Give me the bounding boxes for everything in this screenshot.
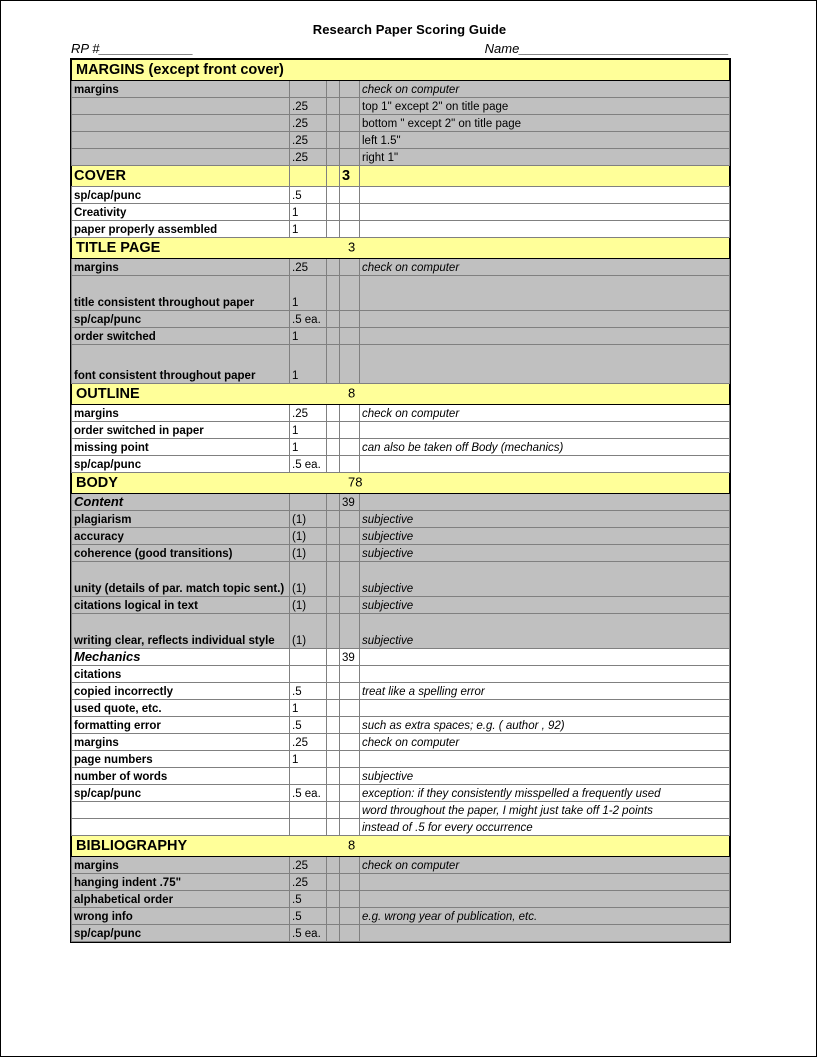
criterion-check[interactable] xyxy=(327,666,340,683)
criterion-label xyxy=(72,819,290,836)
criterion-note xyxy=(360,422,730,439)
criterion-label: alphabetical order xyxy=(72,891,290,908)
criterion-label: accuracy xyxy=(72,528,290,545)
criterion-check[interactable] xyxy=(327,683,340,700)
student-name-label: Name xyxy=(484,41,520,56)
criterion-total[interactable] xyxy=(340,666,360,683)
criterion-label xyxy=(72,132,290,149)
section-header-row xyxy=(72,60,730,81)
section-points-cover: 3 xyxy=(340,166,360,187)
criterion-note xyxy=(360,874,730,891)
criterion-note xyxy=(360,276,730,311)
criterion-check[interactable] xyxy=(327,456,340,473)
criterion-label: margins xyxy=(72,81,290,98)
criterion-total[interactable] xyxy=(340,700,360,717)
criterion-check[interactable] xyxy=(327,439,340,456)
criterion-note: can also be taken off Body (mechanics) xyxy=(360,439,730,456)
section-header-title-page xyxy=(72,238,730,259)
rp-number-label: RP # xyxy=(71,41,100,56)
criterion-total[interactable] xyxy=(340,717,360,734)
table-row xyxy=(72,925,730,942)
section-points: 8 xyxy=(348,837,356,853)
criterion-note: check on computer xyxy=(360,81,730,98)
criterion-points[interactable]: .25 xyxy=(290,115,327,132)
criterion-points[interactable]: .5 xyxy=(290,187,327,204)
criterion-note xyxy=(360,494,730,511)
criterion-note: treat like a spelling error xyxy=(360,683,730,700)
criterion-points[interactable]: 1 xyxy=(290,345,327,384)
criterion-total[interactable] xyxy=(340,802,360,819)
rp-number-field[interactable] xyxy=(71,41,193,56)
criterion-points[interactable]: .25 xyxy=(290,874,327,891)
table-row xyxy=(72,81,730,98)
criterion-note: subjective xyxy=(360,614,730,649)
table-row xyxy=(72,439,730,456)
criterion-note: instead of .5 for every occurrence xyxy=(360,819,730,836)
scoring-table xyxy=(71,59,730,942)
criterion-label: wrong info xyxy=(72,908,290,925)
section-header-row xyxy=(72,238,730,259)
criterion-check[interactable] xyxy=(327,221,340,238)
table-row xyxy=(72,276,730,311)
criterion-label: sp/cap/punc xyxy=(72,456,290,473)
criterion-check[interactable] xyxy=(327,422,340,439)
criterion-total[interactable] xyxy=(340,204,360,221)
criterion-note xyxy=(360,925,730,942)
criterion-total[interactable] xyxy=(340,819,360,836)
criterion-check[interactable] xyxy=(327,734,340,751)
table-row xyxy=(72,768,730,785)
criterion-check[interactable] xyxy=(327,649,340,666)
identification-line xyxy=(71,41,729,59)
section-points-blank xyxy=(290,166,327,187)
criterion-check[interactable] xyxy=(327,81,340,98)
criterion-points[interactable]: 1 xyxy=(290,439,327,456)
criterion-note xyxy=(360,187,730,204)
table-row xyxy=(72,204,730,221)
criterion-points[interactable] xyxy=(290,768,327,785)
criterion-total[interactable] xyxy=(340,328,360,345)
criterion-check[interactable] xyxy=(327,115,340,132)
criterion-note: word throughout the paper, I might just take off 1-2 points xyxy=(360,802,730,819)
table-row xyxy=(72,751,730,768)
section-title: BODY xyxy=(76,474,118,491)
criterion-label xyxy=(72,802,290,819)
criterion-note: left 1.5" xyxy=(360,132,730,149)
table-row xyxy=(72,734,730,751)
table-row xyxy=(72,345,730,384)
table-row xyxy=(72,328,730,345)
criterion-label: hanging indent .75" xyxy=(72,874,290,891)
criterion-label: number of words xyxy=(72,768,290,785)
criterion-check[interactable] xyxy=(327,545,340,562)
criterion-check[interactable] xyxy=(327,345,340,384)
criterion-points[interactable]: (1) xyxy=(290,545,327,562)
criterion-label xyxy=(72,149,290,166)
section-title: OUTLINE xyxy=(76,385,140,402)
table-row xyxy=(72,221,730,238)
criterion-total[interactable] xyxy=(340,785,360,802)
criterion-points[interactable]: .5 xyxy=(290,908,327,925)
section-header-row xyxy=(72,166,730,187)
criterion-note: check on computer xyxy=(360,259,730,276)
criterion-check[interactable] xyxy=(327,891,340,908)
criterion-points[interactable]: (1) xyxy=(290,597,327,614)
criterion-total[interactable] xyxy=(340,614,360,649)
criterion-label: order switched xyxy=(72,328,290,345)
criterion-label: plagiarism xyxy=(72,511,290,528)
criterion-note xyxy=(360,891,730,908)
criterion-total[interactable] xyxy=(340,511,360,528)
criterion-note: e.g. wrong year of publication, etc. xyxy=(360,908,730,925)
criterion-note: right 1" xyxy=(360,149,730,166)
criterion-label: sp/cap/punc xyxy=(72,925,290,942)
criterion-label: margins xyxy=(72,405,290,422)
criterion-points[interactable]: .5 xyxy=(290,683,327,700)
criterion-label: citations xyxy=(72,666,290,683)
criterion-note: exception: if they consistently misspelled a frequently used xyxy=(360,785,730,802)
criterion-check[interactable] xyxy=(327,802,340,819)
criterion-check[interactable] xyxy=(327,98,340,115)
criterion-label xyxy=(72,98,290,115)
section-header-margins xyxy=(72,60,730,81)
criterion-points[interactable]: (1) xyxy=(290,614,327,649)
table-row xyxy=(72,874,730,891)
criterion-total[interactable] xyxy=(340,98,360,115)
criterion-total[interactable] xyxy=(340,528,360,545)
criterion-check[interactable] xyxy=(327,328,340,345)
criterion-label: Content xyxy=(72,494,290,511)
criterion-total[interactable] xyxy=(340,149,360,166)
criterion-note xyxy=(360,345,730,384)
table-row xyxy=(72,614,730,649)
criterion-total[interactable] xyxy=(340,259,360,276)
criterion-note: subjective xyxy=(360,528,730,545)
criterion-note: subjective xyxy=(360,562,730,597)
criterion-points[interactable]: .25 xyxy=(290,98,327,115)
criterion-total[interactable] xyxy=(340,276,360,311)
criterion-total[interactable] xyxy=(340,597,360,614)
criterion-check[interactable] xyxy=(327,785,340,802)
criterion-points[interactable]: .5 xyxy=(290,891,327,908)
criterion-points[interactable]: .5 xyxy=(290,717,327,734)
criterion-label: paper properly assembled xyxy=(72,221,290,238)
student-name-field[interactable] xyxy=(485,41,729,56)
criterion-points[interactable]: 1 xyxy=(290,328,327,345)
table-row xyxy=(72,115,730,132)
table-row xyxy=(72,149,730,166)
criterion-label: unity (details of par. match topic sent.) xyxy=(72,562,290,597)
criterion-total[interactable] xyxy=(340,545,360,562)
criterion-check[interactable] xyxy=(327,562,340,597)
criterion-points[interactable] xyxy=(290,802,327,819)
criterion-points[interactable]: 1 xyxy=(290,751,327,768)
criterion-label: sp/cap/punc xyxy=(72,785,290,802)
criterion-label: page numbers xyxy=(72,751,290,768)
criterion-label: margins xyxy=(72,259,290,276)
criterion-points[interactable] xyxy=(290,666,327,683)
section-title: BIBLIOGRAPHY xyxy=(76,837,188,854)
criterion-points[interactable] xyxy=(290,81,327,98)
table-row xyxy=(72,98,730,115)
criterion-label: missing point xyxy=(72,439,290,456)
criterion-points[interactable]: .5 ea. xyxy=(290,925,327,942)
criterion-label: font consistent throughout paper xyxy=(72,345,290,384)
criterion-points[interactable]: .5 ea. xyxy=(290,456,327,473)
criterion-note: subjective xyxy=(360,597,730,614)
criterion-total[interactable] xyxy=(340,132,360,149)
table-row xyxy=(72,785,730,802)
criterion-check[interactable] xyxy=(327,614,340,649)
criterion-check[interactable] xyxy=(327,149,340,166)
criterion-total[interactable] xyxy=(340,857,360,874)
criterion-label: margins xyxy=(72,857,290,874)
criterion-check[interactable] xyxy=(327,259,340,276)
criterion-check[interactable] xyxy=(327,528,340,545)
criterion-check[interactable] xyxy=(327,768,340,785)
table-row xyxy=(72,597,730,614)
table-row xyxy=(72,259,730,276)
table-row xyxy=(72,857,730,874)
criterion-total[interactable] xyxy=(340,734,360,751)
table-row xyxy=(72,494,730,511)
criterion-points[interactable]: 1 xyxy=(290,204,327,221)
criterion-label: coherence (good transitions) xyxy=(72,545,290,562)
criterion-check[interactable] xyxy=(327,405,340,422)
criterion-points[interactable]: .5 ea. xyxy=(290,311,327,328)
criterion-check[interactable] xyxy=(327,717,340,734)
criterion-label: citations logical in text xyxy=(72,597,290,614)
section-header-outline xyxy=(72,384,730,405)
criterion-check[interactable] xyxy=(327,819,340,836)
table-row xyxy=(72,511,730,528)
criterion-points[interactable]: .25 xyxy=(290,734,327,751)
criterion-total[interactable] xyxy=(340,891,360,908)
criterion-check[interactable] xyxy=(327,700,340,717)
criterion-label: sp/cap/punc xyxy=(72,311,290,328)
criterion-total[interactable] xyxy=(340,115,360,132)
criterion-points[interactable]: .5 ea. xyxy=(290,785,327,802)
criterion-total[interactable]: 39 xyxy=(340,649,360,666)
page-title: Research Paper Scoring Guide xyxy=(312,22,507,37)
criterion-note xyxy=(360,649,730,666)
rp-number-rule: _____________ xyxy=(99,41,194,56)
criterion-points[interactable] xyxy=(290,494,327,511)
criterion-note xyxy=(360,328,730,345)
student-name-rule: _____________________________ xyxy=(519,41,729,56)
section-title: MARGINS (except front cover) xyxy=(76,61,284,78)
criterion-note: check on computer xyxy=(360,734,730,751)
criterion-note: top 1" except 2" on title page xyxy=(360,98,730,115)
section-header-row xyxy=(72,384,730,405)
table-row xyxy=(72,683,730,700)
criterion-label: margins xyxy=(72,734,290,751)
criterion-points[interactable]: (1) xyxy=(290,562,327,597)
table-row xyxy=(72,717,730,734)
criterion-points[interactable]: 1 xyxy=(290,276,327,311)
table-row xyxy=(72,802,730,819)
criterion-label: title consistent throughout paper xyxy=(72,276,290,311)
criterion-note: subjective xyxy=(360,545,730,562)
section-header-row xyxy=(72,473,730,494)
criterion-label: Mechanics xyxy=(72,649,290,666)
criterion-note xyxy=(360,666,730,683)
criterion-note xyxy=(360,700,730,717)
section-header-row xyxy=(72,836,730,857)
criterion-label: writing clear, reflects individual style xyxy=(72,614,290,649)
criterion-check[interactable] xyxy=(327,908,340,925)
criterion-note xyxy=(360,751,730,768)
criterion-total[interactable] xyxy=(340,683,360,700)
criterion-points[interactable] xyxy=(290,649,327,666)
criterion-note xyxy=(360,456,730,473)
section-points: 8 xyxy=(348,385,356,401)
criterion-note xyxy=(360,311,730,328)
section-points: 3 xyxy=(348,239,356,255)
criterion-check[interactable] xyxy=(327,311,340,328)
section-title-cover: COVER xyxy=(72,166,290,187)
table-row xyxy=(72,311,730,328)
table-row xyxy=(72,132,730,149)
section-header-bibliography xyxy=(72,836,730,857)
table-row xyxy=(72,405,730,422)
criterion-points[interactable]: .25 xyxy=(290,259,327,276)
criterion-total[interactable] xyxy=(340,562,360,597)
criterion-points[interactable]: (1) xyxy=(290,528,327,545)
criterion-note: check on computer xyxy=(360,857,730,874)
criterion-label: formatting error xyxy=(72,717,290,734)
section-header-body xyxy=(72,473,730,494)
table-row xyxy=(72,422,730,439)
section-points: 78 xyxy=(348,474,363,490)
criterion-total[interactable] xyxy=(340,439,360,456)
table-row xyxy=(72,700,730,717)
criterion-total[interactable] xyxy=(340,345,360,384)
criterion-total[interactable] xyxy=(340,751,360,768)
criterion-check[interactable] xyxy=(327,276,340,311)
criterion-check[interactable] xyxy=(327,511,340,528)
criterion-note: subjective xyxy=(360,511,730,528)
criterion-total[interactable]: 39 xyxy=(340,494,360,511)
criterion-note xyxy=(360,221,730,238)
criterion-check[interactable] xyxy=(327,494,340,511)
table-row xyxy=(72,456,730,473)
criterion-total[interactable] xyxy=(340,405,360,422)
criterion-points[interactable]: .25 xyxy=(290,405,327,422)
criterion-note: check on computer xyxy=(360,405,730,422)
criterion-total[interactable] xyxy=(340,908,360,925)
table-row xyxy=(72,562,730,597)
criterion-total[interactable] xyxy=(340,874,360,891)
criterion-label xyxy=(72,115,290,132)
criterion-total[interactable] xyxy=(340,925,360,942)
table-row xyxy=(72,528,730,545)
criterion-total[interactable] xyxy=(340,456,360,473)
criterion-label: order switched in paper xyxy=(72,422,290,439)
criterion-note: subjective xyxy=(360,768,730,785)
section-thin-blank xyxy=(327,166,340,187)
criterion-note xyxy=(360,204,730,221)
table-row xyxy=(72,891,730,908)
criterion-points[interactable] xyxy=(290,819,327,836)
criterion-label: Creativity xyxy=(72,204,290,221)
criterion-total[interactable] xyxy=(340,422,360,439)
criterion-check[interactable] xyxy=(327,751,340,768)
criterion-label: copied incorrectly xyxy=(72,683,290,700)
criterion-label: used quote, etc. xyxy=(72,700,290,717)
criterion-total[interactable] xyxy=(340,221,360,238)
criterion-total[interactable] xyxy=(340,81,360,98)
criterion-total[interactable] xyxy=(340,768,360,785)
table-row xyxy=(72,819,730,836)
table-row xyxy=(72,908,730,925)
criterion-check[interactable] xyxy=(327,132,340,149)
criterion-check[interactable] xyxy=(327,597,340,614)
criterion-total[interactable] xyxy=(340,311,360,328)
criterion-points[interactable]: .25 xyxy=(290,857,327,874)
criterion-points[interactable]: .25 xyxy=(290,132,327,149)
criterion-note: bottom " except 2" on title page xyxy=(360,115,730,132)
section-note-blank xyxy=(360,166,730,187)
table-row xyxy=(72,545,730,562)
criterion-points[interactable]: 1 xyxy=(290,221,327,238)
criterion-label: sp/cap/punc xyxy=(72,187,290,204)
criterion-note: such as extra spaces; e.g. ( author , 92) xyxy=(360,717,730,734)
criterion-points[interactable]: 1 xyxy=(290,700,327,717)
criterion-points[interactable]: 1 xyxy=(290,422,327,439)
table-row xyxy=(72,187,730,204)
criterion-check[interactable] xyxy=(327,857,340,874)
criterion-points[interactable]: (1) xyxy=(290,511,327,528)
section-title: TITLE PAGE xyxy=(76,239,161,256)
table-row xyxy=(72,649,730,666)
criterion-check[interactable] xyxy=(327,874,340,891)
criterion-total[interactable] xyxy=(340,187,360,204)
criterion-check[interactable] xyxy=(327,925,340,942)
criterion-check[interactable] xyxy=(327,187,340,204)
table-row xyxy=(72,666,730,683)
criterion-check[interactable] xyxy=(327,204,340,221)
criterion-points[interactable]: .25 xyxy=(290,149,327,166)
